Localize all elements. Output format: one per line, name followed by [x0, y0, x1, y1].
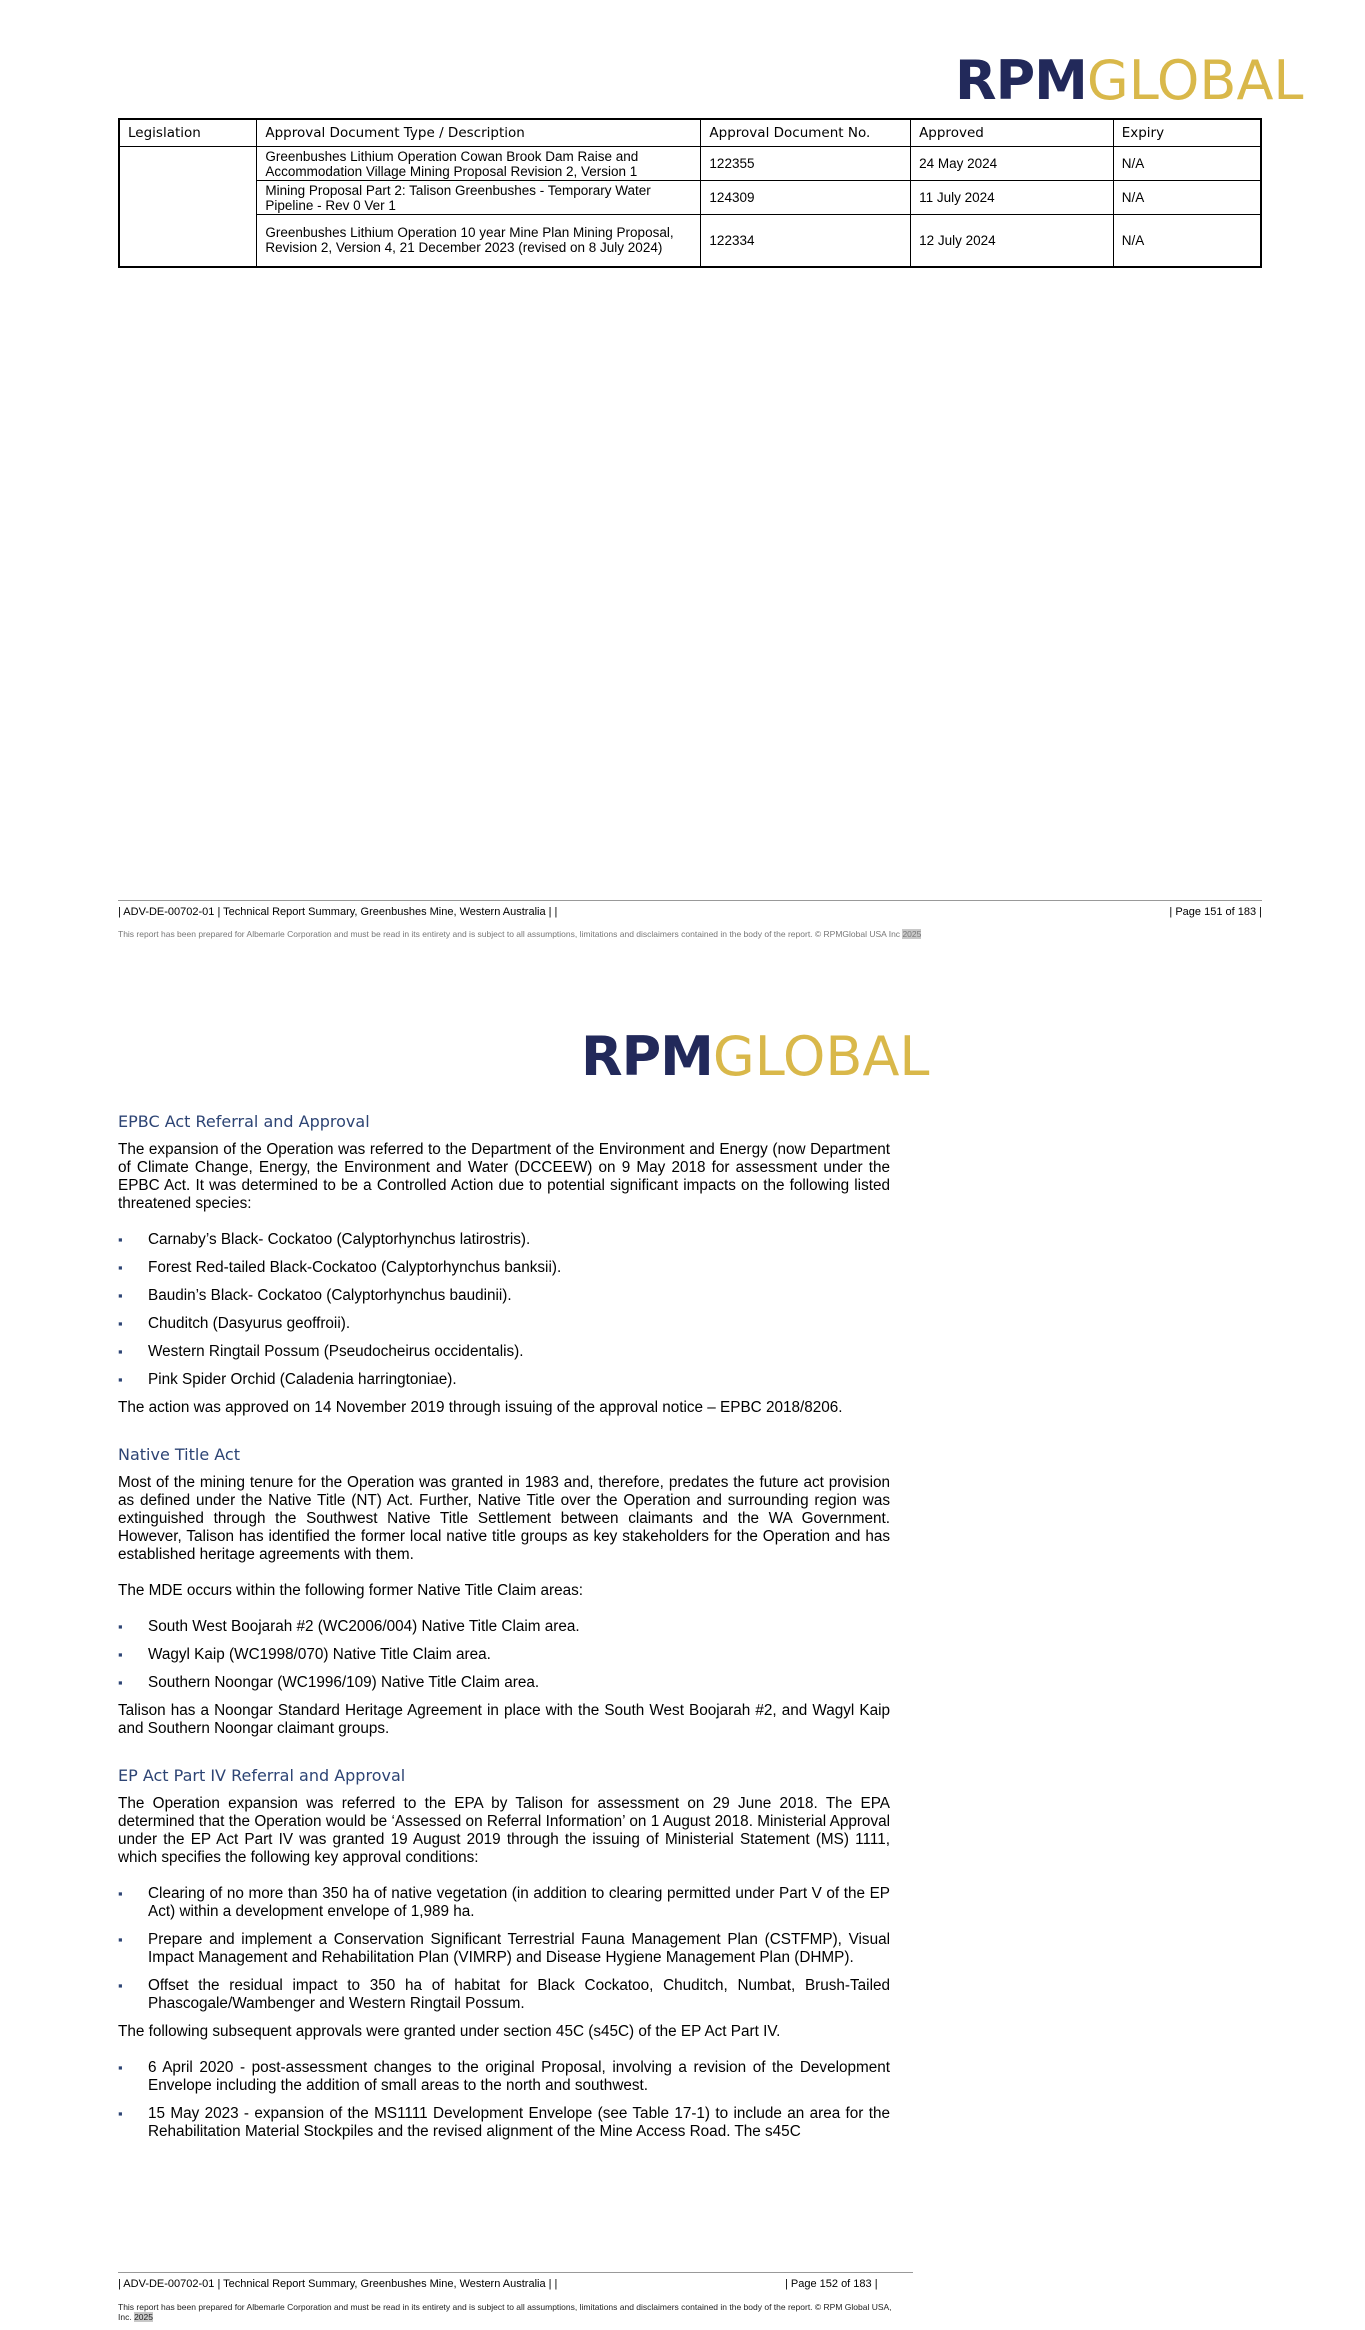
page-151 [0, 0, 1365, 960]
paragraph: The Operation expansion was referred to the EPA by Talison for assessment on 29 June 2018. The EPA determined that the Operation would be ‘Assessed on Referral Information’ on 1 August 2018. Ministerial Approval under the EP Act Part IV was granted 19 August 2019 through the issuing of Ministerial Statement (MS) 1111, which specifies the following key approval conditions: [118, 1795, 890, 1866]
list-item: ▪ Offset the residual impact to 350 ha of habitat for Black Cockatoo, Chuditch, Numbat, Brush-Tailed Phascogale/Wambenger and Western Ringtail Possum. [118, 1977, 890, 2013]
approvals-table [118, 118, 1262, 268]
list-item: ▪ Prepare and implement a Conservation Significant Terrestrial Fauna Management Plan (CSTFMP), Visual Impact Management and Rehabilitation Plan (VIMRP) and Disease Hygiene Management Plan (DHMP). [118, 1931, 890, 1967]
conditions-list [118, 1885, 890, 2013]
footer-disclaimer [118, 929, 1262, 939]
table-header-row [119, 119, 1261, 147]
table-row [119, 181, 1261, 215]
list-item: ▪ 15 May 2023 - expansion of the MS1111 Development Envelope (see Table 17-1) to include an area for the Rehabilitation Material Stockpiles and the revised alignment of the Mine Access Road. The s45C [118, 2105, 890, 2141]
list-item: ▪ Carnaby’s Black- Cockatoo (Calyptorhynchus latirostris). [118, 1231, 890, 1249]
section-heading-epbc: EPBC Act Referral and Approval [118, 1112, 370, 1131]
col-header: Approval Document Type / Description [257, 119, 701, 147]
logo-global: GLOBAL [1086, 49, 1304, 112]
list-item: ▪ Forest Red-tailed Black-Cockatoo (Calyptorhynchus banksii). [118, 1259, 890, 1277]
table-cell: 122355 [701, 147, 911, 181]
table-cell: N/A [1113, 147, 1261, 181]
list-item: ▪ 6 April 2020 - post-assessment changes to the original Proposal, involving a revision of the Development Envelope including the addition of small areas to the north and southwest. [118, 2059, 890, 2095]
col-header: Expiry [1113, 119, 1261, 147]
list-item: ▪ Pink Spider Orchid (Caladenia harringtoniae). [118, 1371, 890, 1389]
rpmglobal-logo [955, 49, 1304, 112]
claim-list [118, 1618, 890, 1692]
table-cell: N/A [1113, 181, 1261, 215]
page-152 [0, 960, 1365, 2330]
list-item: ▪ Clearing of no more than 350 ha of native vegetation (in addition to clearing permitted under Part V of the EP Act) within a development envelope of 1,989 ha. [118, 1885, 890, 1921]
table-row [119, 215, 1261, 267]
list-item: ▪ Chuditch (Dasyurus geoffroii). [118, 1315, 890, 1333]
paragraph: The MDE occurs within the following former Native Title Claim areas: [118, 1582, 584, 1599]
list-item: ▪ Wagyl Kaip (WC1998/070) Native Title Claim area. [118, 1646, 890, 1664]
footer-page-number: | Page 151 of 183 | [1169, 906, 1262, 918]
table-cell: 24 May 2024 [911, 147, 1114, 181]
logo-rpm: RPM [581, 1025, 713, 1088]
footer-rule [118, 2272, 913, 2273]
paragraph: The action was approved on 14 November 2019 through issuing of the approval notice – EPBC 2018/8206. [118, 1399, 843, 1416]
paragraph: Talison has a Noongar Standard Heritage Agreement in place with the South West Boojarah #2, and Wagyl Kaip and Southern Noongar claimant groups. [118, 1702, 890, 1737]
footer-disclaimer [118, 2302, 893, 2322]
paragraph: The expansion of the Operation was referred to the Department of the Environment and Energy (now Department of Climate Change, Energy, the Environment and Water (DCCEEW) on 9 May 2018 for assessment under the EPBC Act. It was determined to be a Controlled Action due to potential significant impacts on the following listed threatened species: [118, 1141, 890, 1212]
footer-left: | ADV-DE-00702-01 | Technical Report Summary, Greenbushes Mine, Western Australia | | [118, 906, 558, 918]
col-header: Legislation [119, 119, 257, 147]
footer-rule [118, 900, 1262, 901]
disclaimer-year: 2025 [134, 2312, 153, 2322]
changes-list [118, 2059, 890, 2141]
table-cell: 124309 [701, 181, 911, 215]
section-heading-ep-act: EP Act Part IV Referral and Approval [118, 1766, 406, 1785]
table-cell: N/A [1113, 215, 1261, 267]
list-item: ▪ Baudin’s Black- Cockatoo (Calyptorhynchus baudinii). [118, 1287, 890, 1305]
table-cell: Greenbushes Lithium Operation 10 year Mine Plan Mining Proposal, Revision 2, Version 4, 21 December 2023 (revised on 8 July 2024) [257, 215, 701, 267]
table-cell: 122334 [701, 215, 911, 267]
col-header: Approval Document No. [701, 119, 911, 147]
species-list [118, 1231, 890, 1389]
table-cell: Greenbushes Lithium Operation Cowan Brook Dam Raise and Accommodation Village Mining Proposal Revision 2, Version 1 [257, 147, 701, 181]
list-item: ▪ Western Ringtail Possum (Pseudocheirus occidentalis). [118, 1343, 890, 1361]
table-cell: Mining Proposal Part 2: Talison Greenbushes - Temporary Water Pipeline - Rev 0 Ver 1 [257, 181, 701, 215]
list-item: ▪ South West Boojarah #2 (WC2006/004) Native Title Claim area. [118, 1618, 890, 1636]
section-heading-native-title: Native Title Act [118, 1445, 240, 1464]
table-cell: 12 July 2024 [911, 215, 1114, 267]
rpmglobal-logo [581, 1025, 930, 1088]
disclaimer-year: 2025 [902, 929, 922, 939]
page-content [118, 1112, 890, 2151]
table-cell [119, 147, 257, 267]
paragraph: The following subsequent approvals were granted under section 45C (s45C) of the EP Act Part IV. [118, 2023, 781, 2040]
col-header: Approved [911, 119, 1114, 147]
footer-left: | ADV-DE-00702-01 | Technical Report Summary, Greenbushes Mine, Western Australia | | [118, 2278, 558, 2290]
list-item: ▪ Southern Noongar (WC1996/109) Native Title Claim area. [118, 1674, 890, 1692]
logo-rpm: RPM [955, 49, 1087, 112]
table-cell: 11 July 2024 [911, 181, 1114, 215]
logo-global: GLOBAL [712, 1025, 930, 1088]
footer-page-number: | Page 152 of 183 | [785, 2278, 878, 2290]
disclaimer-text: This report has been prepared for Albemarle Corporation and must be read in its entirety and is subject to all assumptions, limitations and disclaimers contained in the body of the report. © RPM Global USA, Inc. [118, 2302, 892, 2322]
disclaimer-text: This report has been prepared for Albemarle Corporation and must be read in its entirety and is subject to all assumptions, limitations and disclaimers contained in the body of the report. © RPMGlobal USA Inc [118, 929, 901, 939]
paragraph: Most of the mining tenure for the Operation was granted in 1983 and, therefore, predates the future act provision as defined under the Native Title (NT) Act. Further, Native Title over the Operation and surrounding region was extinguished through the Southwest Native Title Settlement between claimants and the WA Government. However, Talison has identified the former local native title groups as key stakeholders for the Operation and has established heritage agreements with them. [118, 1474, 890, 1563]
table-row [119, 147, 1261, 181]
